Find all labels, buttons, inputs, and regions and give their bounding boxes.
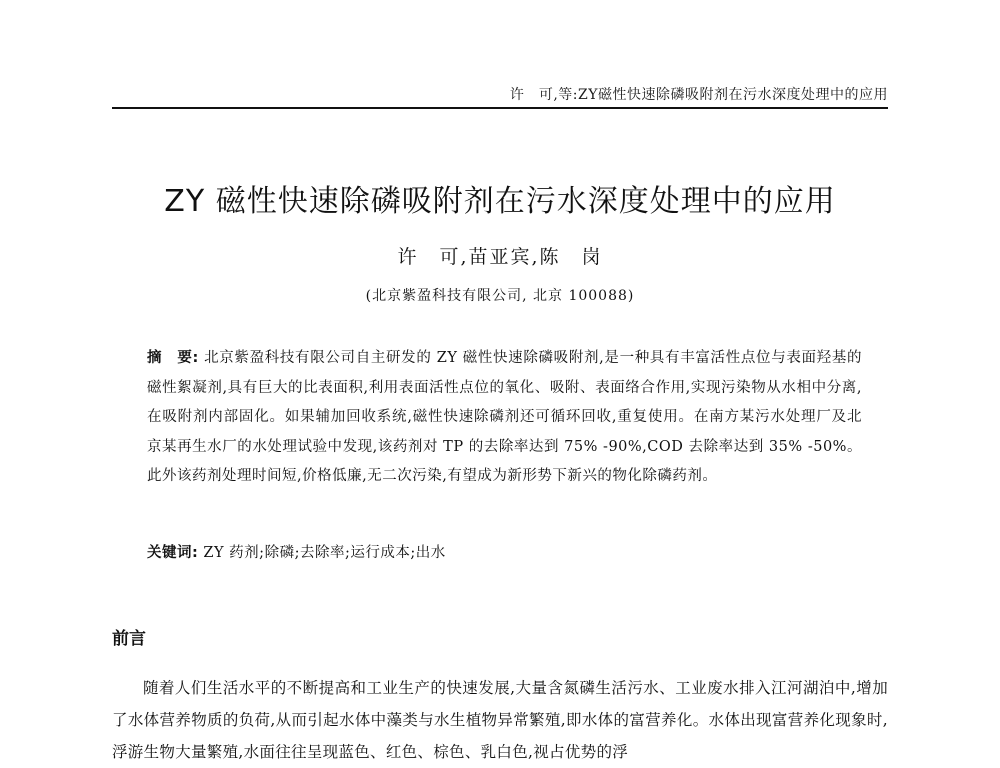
abstract-text: 北京紫盈科技有限公司自主研发的 ZY 磁性快速除磷吸附剂,是一种具有丰富活性点位与表面羟基的磁性絮凝剂,具有巨大的比表面积,利用表面活性点位的氧化、吸附、表面络合作用,实现污染物从水相中分离,在吸附剂内部固化。如果辅加回收系统,磁性快速除磷剂还可循环回收,重复使用。在南方某污水处理厂及北京某再生水厂的水处理试验中发现,该药剂对 TP 的去除率达到 75% -90%,COD 去除率达到 35% -50%。此外该药剂处理时间短,价格低廉,无二次污染,有望成为新形势下新兴的物化除磷药剂。: [147, 350, 862, 484]
affiliation: (北京紫盈科技有限公司, 北京 100088): [365, 288, 635, 304]
abstract-label: 摘 要:: [147, 350, 199, 366]
header-rule: [112, 107, 888, 109]
paper-title: ZY 磁性快速除磷吸附剂在污水深度处理中的应用: [164, 184, 836, 219]
section-heading: 前言: [112, 629, 146, 649]
abstract: [147, 344, 862, 492]
running-header: 许 可,等:ZY磁性快速除磷吸附剂在污水深度处理中的应用: [509, 87, 888, 103]
keywords-label: 关键词:: [147, 545, 199, 561]
keywords: [147, 541, 862, 562]
authors: 许 可,苗亚宾,陈 岗: [397, 246, 603, 268]
keywords-text: ZY 药剂;除磷;去除率;运行成本;出水: [203, 545, 446, 561]
body-text: 随着人们生活水平的不断提高和工业生产的快速发展,大量含氮磷生活污水、工业废水排入江河湖泊中,增加了水体营养物质的负荷,从而引起水体中藻类与水生植物异常繁殖,即水体的富营养化。水体出现富营养化现象时,浮游生物大量繁殖,水面往往呈现蓝色、红色、棕色、乳白色,视占优势的浮: [112, 679, 888, 761]
